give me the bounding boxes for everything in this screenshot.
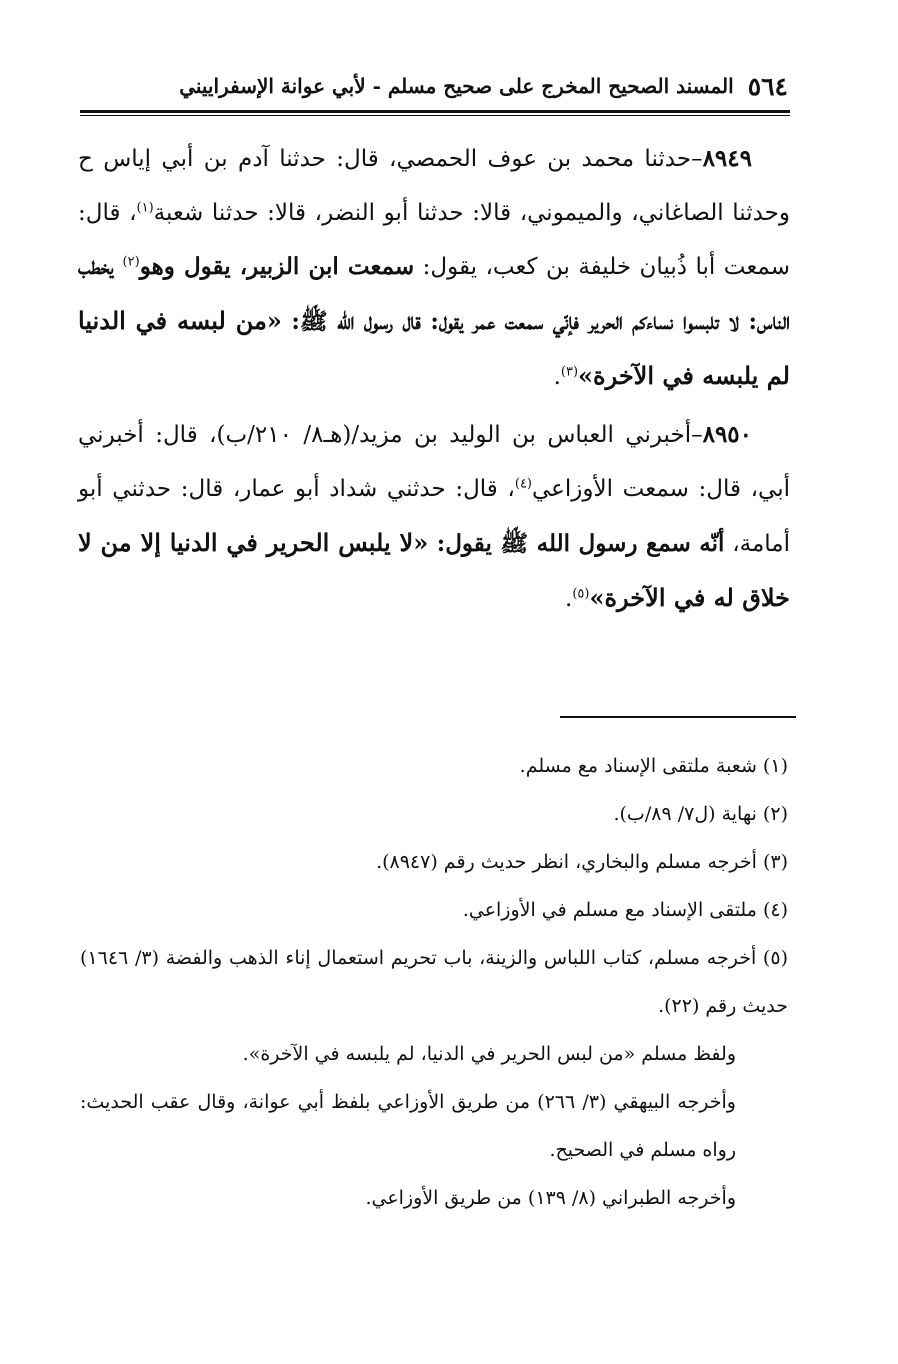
hadith-end: . xyxy=(553,364,561,390)
prophetic-quote: «لا يلبس الحرير في الدنيا إلا من لا خلاق له في الآخرة» xyxy=(78,528,790,612)
main-text xyxy=(78,132,790,626)
running-title: المسند الصحيح المخرج على صحيح مسلم - لأبي عوانة الإسفراييني xyxy=(179,74,734,98)
footnote-5: (٥) أخرجه مسلم، كتاب اللباس والزينة، باب تحريم استعمال إناء الذهب والفضة (٣/ ١٦٤٦) حديث رقم (٢٢). xyxy=(80,947,788,1017)
hadith-number: ٨٩٤٩ xyxy=(702,145,752,172)
hadith-text-bold: سمعت ابن الزبير، يقول وهو xyxy=(139,253,415,280)
footnote-3: (٣) أخرجه مسلم والبخاري، انظر حديث رقم (٨٩٤٧). xyxy=(376,851,788,873)
footnote-2: (٢) نهاية (ل٧/ ٨٩/ب). xyxy=(613,803,788,825)
hadith-8949 xyxy=(78,132,790,404)
hadith-text-bold: يخطب الناس: لا تلبسوا نساءكم الحرير فإنّي سمعت عمر يقول: قال رسول الله ﷺ: xyxy=(78,253,790,335)
hadith-end: . xyxy=(565,586,573,612)
hadith-text: ، قال: حدثني شداد أبو عمار، قال: حدثني أبو أمامة، xyxy=(78,476,791,557)
footnote-4: (٤) ملتقى الإسناد مع مسلم في الأوزاعي. xyxy=(462,899,788,921)
footnote-5-continued: وأخرجه الطبراني (٨/ ١٣٩) من طريق الأوزاعي. xyxy=(365,1187,736,1209)
footnote-ref: (٣) xyxy=(560,364,579,380)
footnote-5-continued: ولفظ مسلم «من لبس الحرير في الدنيا، لم يلبسه في الآخرة». xyxy=(242,1043,736,1065)
prophetic-quote: «من لبسه في الدنيا لم يلبسه في الآخرة» xyxy=(78,306,790,390)
footnote-ref: (٥) xyxy=(572,586,590,602)
footnotes xyxy=(80,742,788,1222)
footnote-1: (١) شعبة ملتقى الإسناد مع مسلم. xyxy=(519,755,788,777)
footnote-ref: (٤) xyxy=(514,476,532,492)
footnote-5-continued: وأخرجه البيهقي (٣/ ٢٦٦) من طريق الأوزاعي بلفظ أبي عوانة، وقال عقب الحديث: رواه مسلم في الصحيح. xyxy=(80,1091,736,1161)
page-number: ٥٦٤ xyxy=(747,71,788,101)
header-rule-thick xyxy=(80,110,790,113)
hadith-text-bold: أنّه سمع رسول الله ﷺ يقول: xyxy=(428,530,725,557)
hadith-8950 xyxy=(78,408,790,626)
hadith-text: ، قال: سمعت أبا ذُبيان خليفة بن كعب، يقول: xyxy=(78,200,790,280)
hadith-number: ٨٩٥٠ xyxy=(702,421,753,448)
hadith-text: –حدثنا محمد بن عوف الحمصي، قال: حدثنا آدم بن أبي إياس ح وحدثنا الصاغاني، والميموني، قالا: حدثنا أبو النضر، قالا: حدثنا شعبة xyxy=(78,146,790,226)
footnote-ref: (٢) xyxy=(122,254,140,270)
footnote-ref: (١) xyxy=(136,200,154,216)
header-rule-thin xyxy=(80,115,790,116)
footnote-separator xyxy=(560,716,796,718)
page-header xyxy=(78,66,788,106)
hadith-text: –أخبرني العباس بن الوليد بن مزيد/(هـ٨/ ٢١٠/ب)، قال: أخبرني أبي، قال: سمعت الأوزاعي xyxy=(78,422,790,502)
